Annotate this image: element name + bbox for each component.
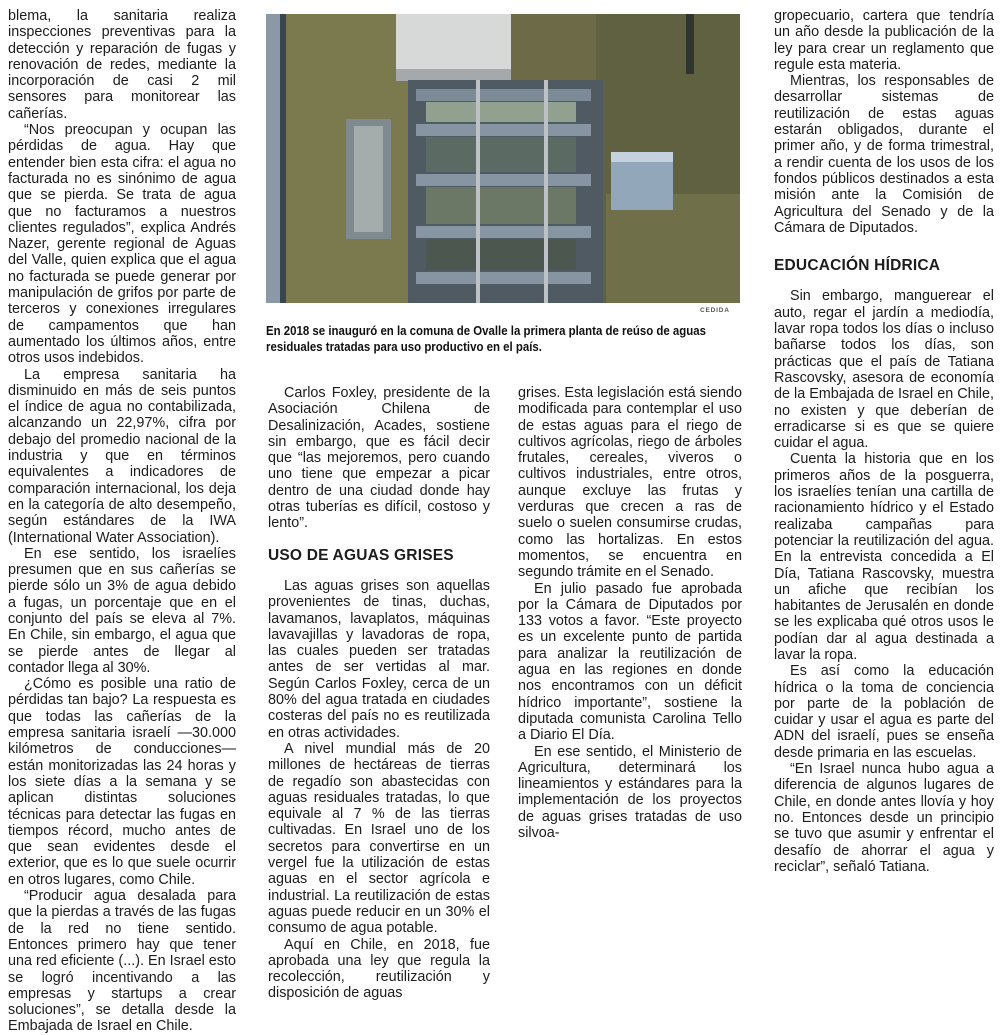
paragraph: ¿Cómo es posible una ratio de pérdidas tan bajo? La respuesta es que todas las cañerías de la empresa sanitaria israelí —30.000 kilómetros de conducciones— están monitorizadas las 24 horas y los siete días a la semana y se aplican distintas soluciones técnicas para detectar las fugas en tiempos récord, mucho antes de que sean evidentes desde el exterior, que es lo que suele ocurrir en otros lugares, como Chile. — [8, 676, 236, 888]
paragraph: grises. Esta legislación está siendo modificada para contemplar el uso de estas aguas para el riego de cultivos agrícolas, riego de árboles frutales, cereales, viveros o cultivos industriales, entre otros, aunque excluye las frutas y verduras que crecen a ras de suelo o suelen consumirse crudas, como las hortalizas. En estos momentos, se encuentra en segundo trámite en el Senado. — [518, 385, 742, 581]
paragraph: blema, la sanitaria realiza inspecciones preventivas para la detección y reparación de fugas y renovación de redes, mediante la incorporación de casi 2 mil sensores para monitorear las cañerías. — [8, 8, 236, 122]
paragraph: Cuenta la historia que en los primeros años de la posguerra, los israelíes tenían una cartilla de racionamiento hídrico y el Estado realizaba campañas para potenciar la reutilización del agua. En la entrevista concedida a El Día, Tatiana Rascovsky, muestra un afiche que recibían los habitantes de Jerusalén en donde se les explicaba qué otros usos le podían dar al agua destinada a lavar la ropa. — [774, 451, 994, 663]
paragraph: A nivel mundial más de 20 millones de hectáreas de tierras de regadío son abastecidas con aguas residuales tratadas, lo que equivale al 7 % de las tierras cultivadas. En Israel uno de los secretos para convertirse en un vergel fue la utilización de estas aguas en el sector agrícola e industrial. La reutilización de estas aguas puede reducir en un 30% el consumo de agua potable. — [268, 740, 490, 937]
paragraph: “Nos preocupan y ocupan las pérdidas de agua. Hay que entender bien esta cifra: el agua no facturada no es sinónimo de agua que se pierda. Se trata de agua que no facturamos a nuestros clientes regulados”, explica Andrés Nazer, gerente regional de Aguas del Valle, quien explica que el agua no facturada se puede generar por manipulación de grifos por parte de terceros y conexiones irregulares de campamentos que han aumentado los últimos años, entre otros usos indebidos. — [8, 122, 236, 367]
photo-caption: En 2018 se inauguró en la comuna de Ovalle la primera planta de reúso de aguas residuales tratadas para uso productivo en el país. — [266, 323, 706, 354]
section-heading: USO DE AGUAS GRISES — [268, 546, 454, 564]
paragraph: Las aguas grises son aquellas provenientes de tinas, duchas, lavamanos, lavaplatos, máquinas lavavajillas y lavadoras de ropa, las cuales pueden ser tratadas antes de ser vertidas al mar. Según Carlos Foxley, cerca de un 80% del agua tratada en ciudades costeras del país no es reutilizada en otras actividades. — [268, 577, 490, 741]
paragraph: Carlos Foxley, presidente de la Asociación Chilena de Desalinización, Acades, sostiene sin embargo, que es fácil decir que “las mejoremos, pero cuando uno tiene que empezar a picar dentro de una ciudad donde hay otras tuberías es difícil, costoso y lento”. — [268, 385, 490, 532]
photo-credit: CEDIDA — [700, 307, 730, 314]
paragraph: gropecuario, cartera que tendría un año desde la publicación de la ley para crear un reglamento que regule esta materia. — [774, 8, 994, 73]
section-heading: EDUCACIÓN HÍDRICA — [774, 257, 941, 275]
paragraph: Mientras, los responsables de desarrollar sistemas de reutilización de estas aguas estarán obligados, durante el primer año, y de forma trimestral, a rendir cuenta de los usos de los fondos públicos destinados a esta misión ante la Comisión de Agricultura del Senado y de la Cámara de Diputados. — [774, 73, 994, 236]
paragraph: Aquí en Chile, en 2018, fue aprobada una ley que regula la recolección, reutilización y disposición de aguas — [268, 936, 490, 1002]
paragraph: “Producir agua desalada para que la pierdas a través de las fugas de la red no tiene sentido. Entonces primero hay que tener una red eficiente (...). En Israel esto se logró incentivando a las empresas y startups a crear soluciones”, se detalla desde la Embajada de Israel en Chile. — [8, 888, 236, 1035]
paragraph: Es así como la educación hídrica o la toma de conciencia por parte de la población de cuidar y usar el agua es parte del ADN del israelí, pues se enseña desde primaria en las escuelas. — [774, 663, 994, 761]
water-treatment-plant-aerial-photo — [266, 14, 740, 303]
paragraph: Sin embargo, manguerear el auto, regar el jardín a mediodía, lavar ropa todos los días o incluso bañarse todos los días, son prácticas que el país de Tatiana Rascovsky, asesora de economía de la Embajada de Israel en Chile, no existen y que deberían de erradicarse si es que se quiere cuidar el agua. — [774, 288, 994, 452]
article-column-2 — [268, 385, 490, 1002]
article-column-3 — [518, 385, 742, 841]
article-column-1 — [8, 8, 236, 1035]
paragraph: En julio pasado fue aprobada por la Cámara de Diputados por 133 votos a favor. “Este proyecto es un excelente punto de partida para analizar la reutilización de agua en las regiones en donde nos encontramos con un déficit hídrico importante”, sostiene la diputada comunista Carolina Tello a Diario El Día. — [518, 580, 742, 744]
paragraph: En ese sentido, el Ministerio de Agricultura, determinará los lineamientos y estándares para la implementación de los proyectos de aguas grises tratadas de uso silvoa- — [518, 743, 742, 842]
article-column-4 — [774, 8, 994, 875]
paragraph: En ese sentido, los israelíes presumen que en sus cañerías se pierde sólo un 3% de agua debido a fugas, un porcentaje que en el conjunto del país se eleva al 7%. En Chile, sin embargo, el agua que se pierde antes de llegar al contador llega al 30%. — [8, 545, 236, 676]
paragraph: “En Israel nunca hubo agua a diferencia de algunos lugares de Chile, en donde antes llovía y hoy no. Entonces desde un principio se tuvo que asumir y enfrentar el desafío de ahorrar el agua y reciclar”, señaló Tatiana. — [774, 761, 994, 875]
paragraph: La empresa sanitaria ha disminuido en más de seis puntos el índice de agua no contabilizada, alcanzando un 22,97%, cifra por debajo del promedio nacional de la industria y que en términos equivalentes a indicadores de comparación internacional, los deja en la categoría de alto desempeño, según estándares de la IWA (International Water Association). — [8, 366, 236, 546]
